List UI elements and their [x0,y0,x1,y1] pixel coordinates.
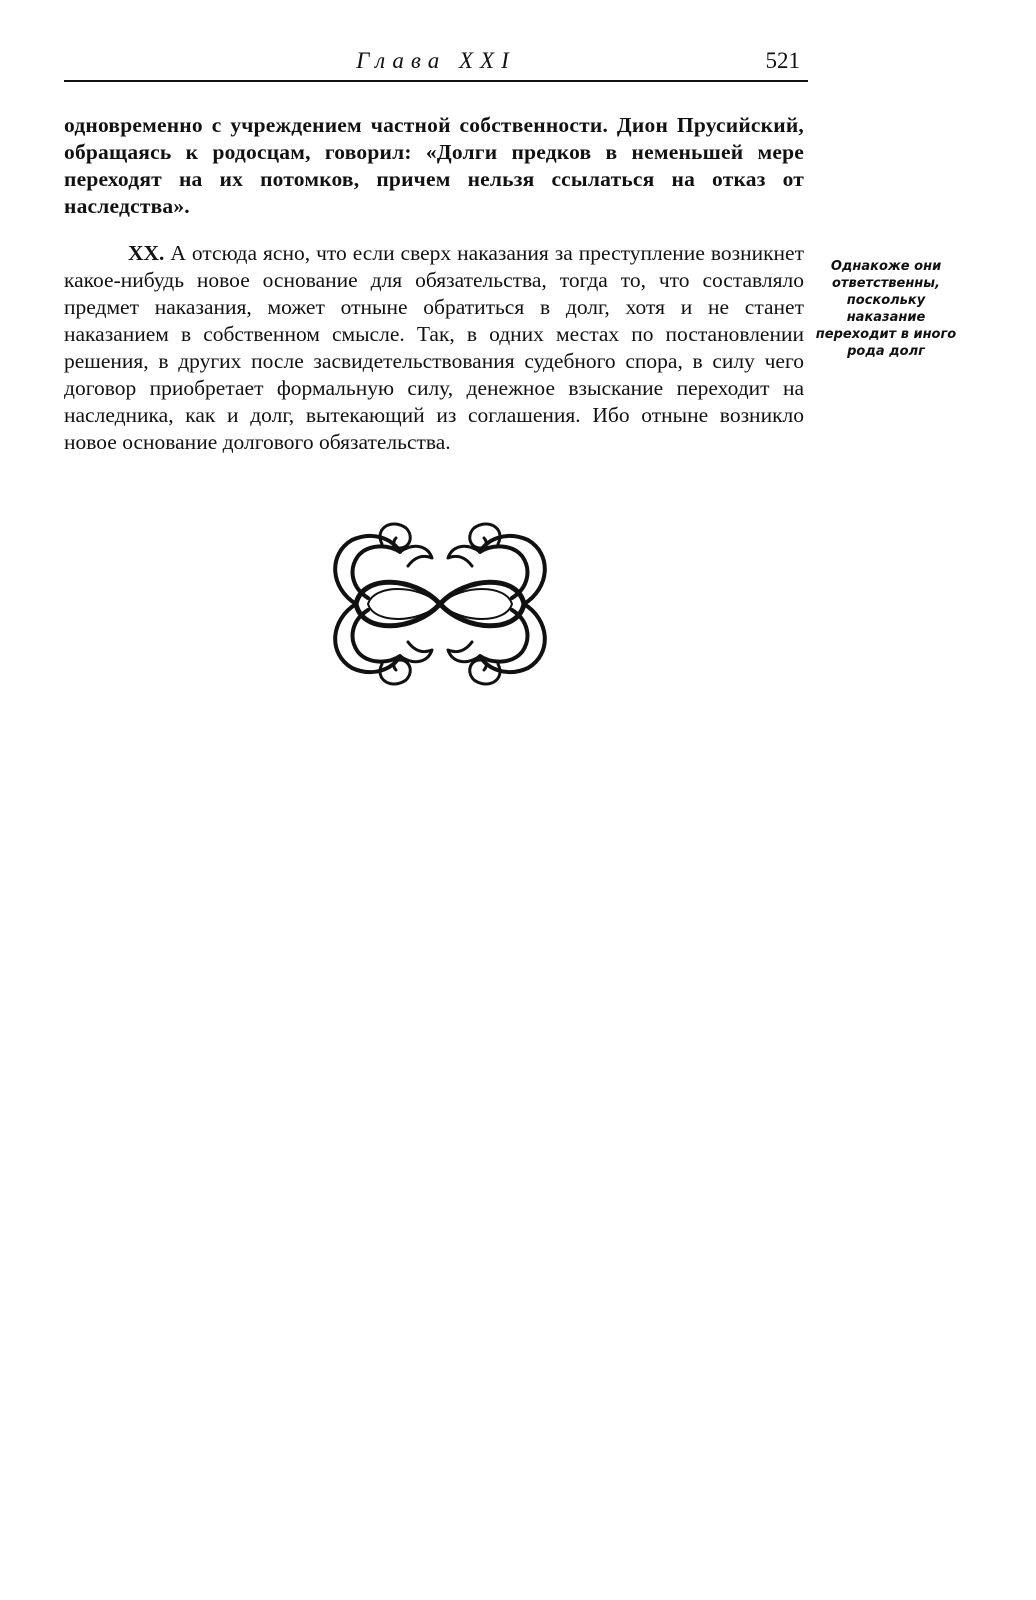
header-rule [64,80,808,82]
chapter-title: Глава XXI [356,48,516,73]
paragraph-2 [64,240,804,456]
page-number: 521 [765,48,800,73]
paragraph-2-text: А отсюда ясно, что если сверх наказания за преступление возникнет какое-нибудь новое основание для обязательства, тогда то, что составляло предмет наказания, может отныне обратиться в долг, хотя и не станет наказанием в собственном смысле. Так, в одних местах по постановлении решения, в других после засвидетельствования судебного спора, в силу чего договор приобретает формальную силу, денежное взыскание переходит на наследника, как и долг, вытекающий из соглашения. Ибо отныне возникло новое основание долгового обязательства. [64,241,804,454]
margin-note: Однакоже они ответственны, поскольку наказание переходит в иного рода долг [815,259,957,359]
paragraph-1: одновременно с учреждением частной собственности. Дион Прусийский, обращаясь к родосцам, говорил: «Долги предков в неменьшей мере переходят на их потомков, причем нельзя ссылаться на отказ от наследства». [64,113,804,218]
page-header [64,44,808,80]
ornament-knot-icon [322,518,558,690]
main-text [64,112,804,456]
section-number: XX. [128,241,165,265]
